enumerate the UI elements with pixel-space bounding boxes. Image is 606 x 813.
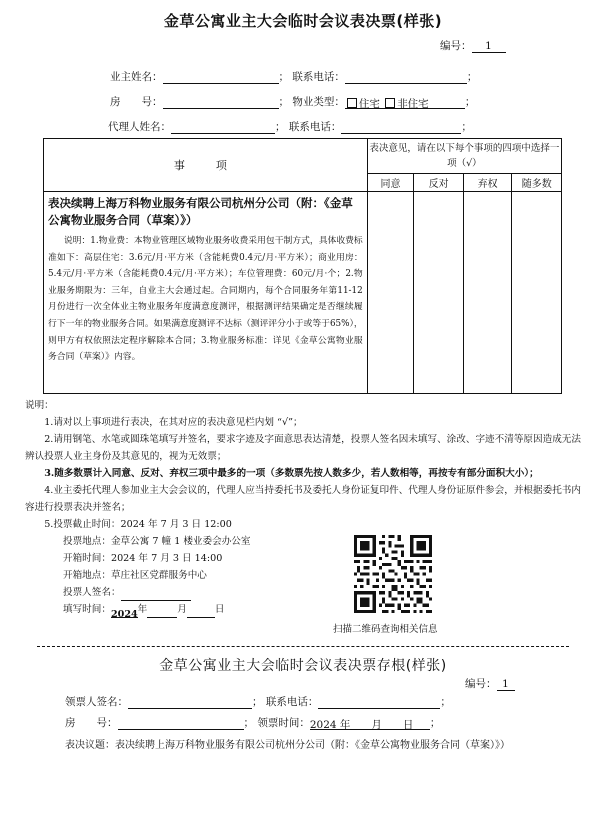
signer-field[interactable] [121, 589, 191, 601]
stub-room-row [65, 715, 440, 730]
notes-section [25, 397, 585, 618]
room-field[interactable] [163, 96, 279, 109]
owner-name-field[interactable] [163, 71, 279, 84]
fill-time-label: 填写时间： [63, 604, 111, 615]
separator: ； [278, 71, 289, 83]
room-label: 房 号： [110, 96, 163, 108]
separator: ； [243, 717, 254, 729]
contact-label: 联系电话： [292, 71, 345, 83]
stub-contact-field[interactable] [318, 696, 440, 709]
stub-title: 金草公寓业主大会临时会议表决票存根(样张) [159, 658, 447, 674]
vote-table [43, 138, 562, 394]
stub-time-label: 领票时间： [257, 717, 310, 729]
owner-name-label: 业主姓名： [110, 71, 163, 83]
fill-month-field[interactable] [147, 606, 177, 618]
option-non-residential-label: 非住宅 [397, 98, 429, 110]
cut-line [37, 646, 569, 647]
year-unit: 年 [137, 604, 148, 615]
vote-venue: 投票地点：金草公寓 7 幢 1 楼业委会办公室 [63, 536, 251, 547]
fill-time-row [25, 601, 585, 618]
room-row [110, 94, 475, 109]
column-follow-majority: 随多数 [512, 174, 562, 192]
header-item: 事 项 [44, 139, 368, 192]
stub-subject: 表决议题：表决续聘上海万科物业服务有限公司杭州分公司（附：《金草公寓物业服务合同（草案）》） [65, 740, 510, 751]
stub-contact-label: 联系电话： [265, 696, 319, 708]
day-unit: 日 [214, 604, 225, 615]
open-time: 开箱时间：2024 年 7 月 3 日 14:00 [63, 553, 223, 564]
agent-contact-label: 联系电话： [288, 121, 342, 133]
separator: ； [275, 121, 286, 133]
signer-label: 投票人签名： [63, 587, 121, 598]
header-note: 表决意见，请在以下每个事项的四项中选择一项（√） [367, 139, 561, 174]
qr-caption: 扫描二维码查询相关信息 [333, 624, 438, 635]
stub-receiver-row [65, 694, 451, 709]
contact-field[interactable] [345, 71, 467, 84]
separator: ； [429, 717, 441, 729]
serial-number [440, 38, 506, 53]
separator: ； [461, 121, 472, 133]
agent-name-field[interactable] [171, 121, 275, 134]
vote-cell-follow-majority[interactable] [512, 192, 562, 394]
stub-serial-value: 1 [497, 678, 515, 691]
qr-code-icon[interactable] [354, 535, 432, 613]
column-agree: 同意 [367, 174, 414, 192]
agent-row [108, 119, 472, 134]
separator: ； [440, 696, 451, 708]
note-5: 5.投票截止时间：2024 年 7 月 3 日 12:00 [44, 519, 232, 530]
item-title: 表决续聘上海万科物业服务有限公司杭州分公司（附：《金草公寓物业服务合同（草案）》） [48, 196, 353, 227]
separator: ； [278, 96, 289, 108]
checkbox-non-residential[interactable] [385, 98, 395, 108]
property-type-label: 物业类型： [292, 96, 345, 108]
column-oppose: 反对 [414, 174, 464, 192]
vote-cell-oppose[interactable] [414, 192, 464, 394]
stub-serial-label: 编号： [465, 678, 497, 690]
separator: ； [464, 96, 476, 108]
note-3: 3.随多数票计入同意、反对、弃权三项中最多的一项（多数票先按人数多少，若人数相等，再按专有部分面积大小）； [44, 468, 539, 479]
separator: ； [252, 696, 263, 708]
agent-contact-field[interactable] [341, 121, 461, 134]
agent-name-label: 代理人姓名： [108, 121, 171, 133]
serial-label: 编号： [440, 40, 472, 52]
stub-time-field[interactable]: 2024 年 月 日 [310, 717, 430, 730]
note-1: 1.请对以上事项进行表决，在其对应的表决意见栏内划 “√”； [44, 417, 303, 428]
note-2: 2.请用钢笔、水笔或圆珠笔填写并签名，要求字迹及字面意思表达清楚，投票人签名因未填写、涂改、字迹不清等原因造成无法辨认投票人业主身份及其意见的，视为无效票； [25, 434, 581, 462]
stub-room-field[interactable] [118, 717, 244, 730]
option-residential-label: 住宅 [358, 98, 380, 110]
signer-row [25, 584, 585, 601]
item-description: 说明：1.物业费：本物业管理区域物业服务收费采用包干制方式，具体收费标准如下：高层住宅：3.6元/月·平方米（含能耗费0.4元/月·平方米）；商业用房：5.4元/月·平方米（含能耗费0.4元/月·平方米）；车位管理费：60元/月·个；2.物业服务期限为：三年，自业主大会通过起。合同期内，每个合同服务年第11-12月份进行一次全体业主物业服务年度满意度测评，根据测评结果确定是否继续履行下一年的物业服务合同。如果满意度测评不达标（测评评分小于或等于65%），则甲方有权依照法定程序解除本合同；3.物业服务标准：详见《金草公寓物业服务合同（草案）》内容。 [48, 236, 363, 363]
month-unit: 月 [177, 604, 187, 615]
open-place: 开箱地点：草庄社区党群服务中心 [63, 570, 207, 581]
vote-cell-abstain[interactable] [463, 192, 512, 394]
serial-value: 1 [472, 40, 506, 53]
stub-receiver-label: 领票人签名： [65, 696, 128, 708]
fill-year: 2024 [111, 606, 138, 618]
item-cell [44, 192, 368, 394]
property-type-field [345, 96, 465, 109]
stub-serial [465, 676, 515, 691]
stub-room-label: 房 号： [65, 717, 118, 729]
note-4: 4.业主委托代理人参加业主大会会议的，代理人应当持委托书及委托人身份证复印件、代理人身份证原件参会，并根据委托书内容进行投票表决并签名； [25, 485, 581, 513]
notes-heading: 说明： [25, 400, 54, 411]
checkbox-residential[interactable] [347, 98, 357, 108]
stub-receiver-field[interactable] [128, 696, 252, 709]
separator: ； [466, 71, 478, 83]
owner-name-row [110, 69, 477, 84]
fill-day-field[interactable] [187, 606, 215, 618]
vote-cell-agree[interactable] [367, 192, 414, 394]
ballot-title: 金草公寓业主大会临时会议表决票(样张) [163, 12, 443, 30]
column-abstain: 弃权 [463, 174, 512, 192]
